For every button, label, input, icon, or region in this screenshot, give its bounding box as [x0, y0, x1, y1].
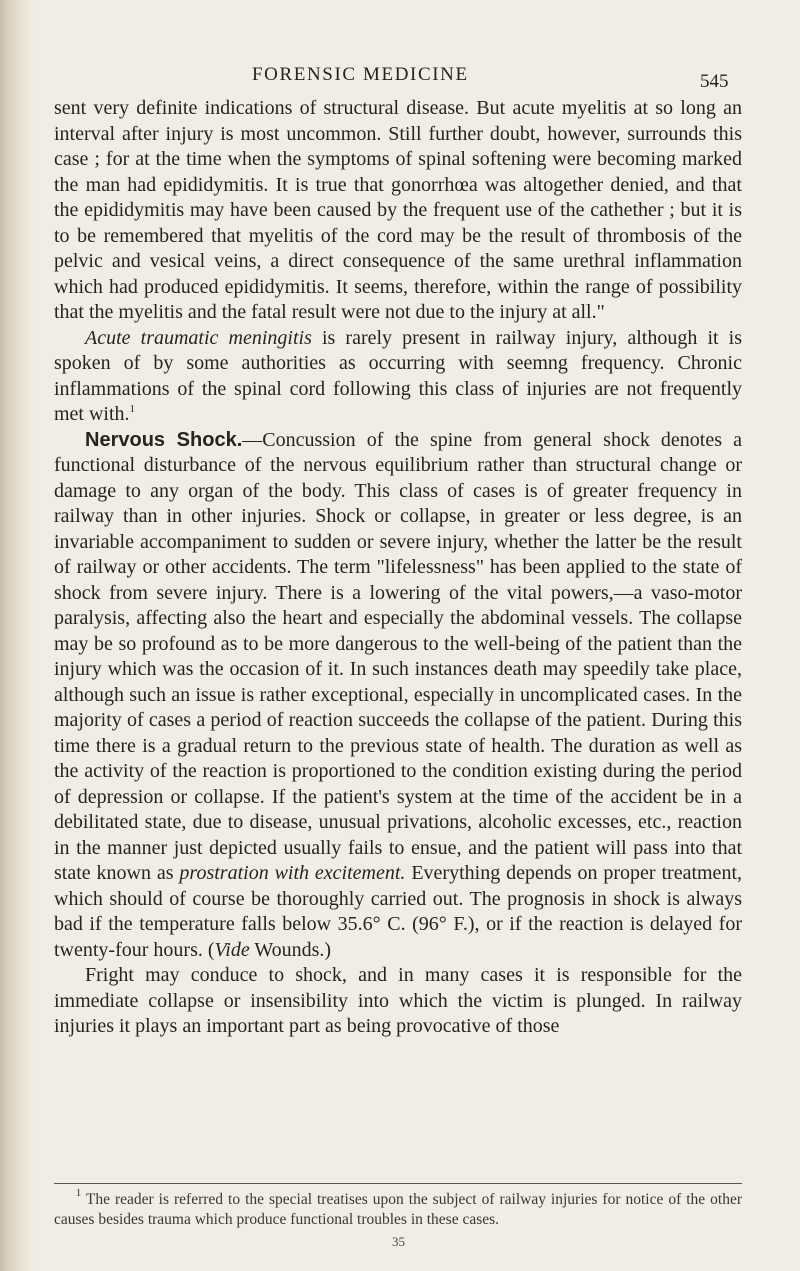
paragraph-myelitis-case — [54, 96, 742, 326]
footnote-mark: 1 — [75, 1187, 82, 1199]
footnote-paragraph — [54, 1187, 742, 1230]
italic-vide: Vide — [214, 938, 250, 961]
paragraph-text: Wounds.) — [249, 938, 332, 961]
italic-term-prostration: prostration with excitement. — [179, 862, 406, 884]
paragraph-text: Everything depends on proper treatment, which should of course be thoroughly carried out. The prognosis in shock is always bad if the temperature falls below 35.6° C. (96° F.), or if the reaction is delayed for twenty-four hours. ( — [54, 862, 742, 961]
paragraph-text: Fright may conduce to shock, and in many cases it is responsible for the immediate collapse or insensibility into which the victim is plunged. In railway injuries it plays an important part as being provocative of those — [54, 964, 742, 1037]
footnote — [54, 1187, 742, 1230]
paragraph-text: sent very definite indications of structural disease. But acute myelitis at so long an interval after injury is most uncommon. Still further doubt, however, surrounds this case ; for at the time when the symptoms of spinal softening were becoming marked the man had epididymitis. It is true that gonorrhœa was altogether denied, and that the epididymitis may have been caused by the frequent use of the cathether ; but it is to be remembered that myelitis of the cord may be the result of thrombosis of the pelvic and vesical veins, a direct consequence of the same urethral inflammation which had produced epididymitis. It seems, therefore, within the range of possibility that the myelitis and the fatal result were not due to the injury at all." — [54, 97, 742, 323]
section-heading-nervous-shock: Nervous Shock. — [85, 428, 243, 451]
italic-term-meningitis: Acute traumatic meningitis — [85, 326, 312, 349]
footnote-text: The reader is referred to the special treatises upon the subject of railway injuries for notice of the other causes besides trauma which produce functional troubles in these cases. — [54, 1191, 742, 1228]
paragraph-text: is rarely present in railway injury, although it is spoken of by some authorities as occurring with seemng frequency. Chronic inflammations of the spinal cord following this class of injuries are not frequently met with. — [54, 326, 743, 425]
paragraph-nervous-shock — [54, 428, 742, 964]
page-gutter-shadow — [0, 0, 34, 1271]
footnote-reference: 1 — [129, 403, 136, 415]
page-number: 545 — [700, 71, 729, 92]
printer-signature-mark: 35 — [392, 1234, 405, 1249]
paragraph-fright — [54, 963, 742, 1040]
running-head: FORENSIC MEDICINE — [252, 64, 469, 85]
page-header — [0, 64, 800, 94]
body-text — [54, 96, 742, 1040]
footnote-divider — [54, 1183, 742, 1184]
paragraph-meningitis — [54, 326, 742, 428]
paragraph-text: —Concussion of the spine from general shock denotes a functional disturbance of the nervous equilibrium rather than structural change or damage to any organ of the body. This class of cases is of greater frequency in railway than in other injuries. Shock or collapse, in greater or less degree, is an invariable accompaniment to sudden or severe injury, whether the latter be the result of railway or other accidents. The term "lifelessness" has been applied to the state of shock from severe injury. There is a lowering of the vital powers,—a vaso-motor paralysis, affecting also the heart and especially the abdominal vessels. The collapse may be so profound as to be more dangerous to the well-being of the patient than the injury which was the occasion of it. In such instances death may speedily take place, although such an issue is rather exceptional, especially in uncomplicated cases. In the majority of cases a period of reaction succeeds the collapse of the patient. During this time there is a gradual return to the previous state of health. The duration as well as the activity of the reaction is proportioned to the condition existing during the period of depression or collapse. If the patient's system at the time of the accident be in a debilitated state, due to disease, unusual privations, alcoholic excesses, etc., reaction in the manner just depicted usually fails to ensue, and the patient will pass into that state known as — [54, 428, 742, 884]
